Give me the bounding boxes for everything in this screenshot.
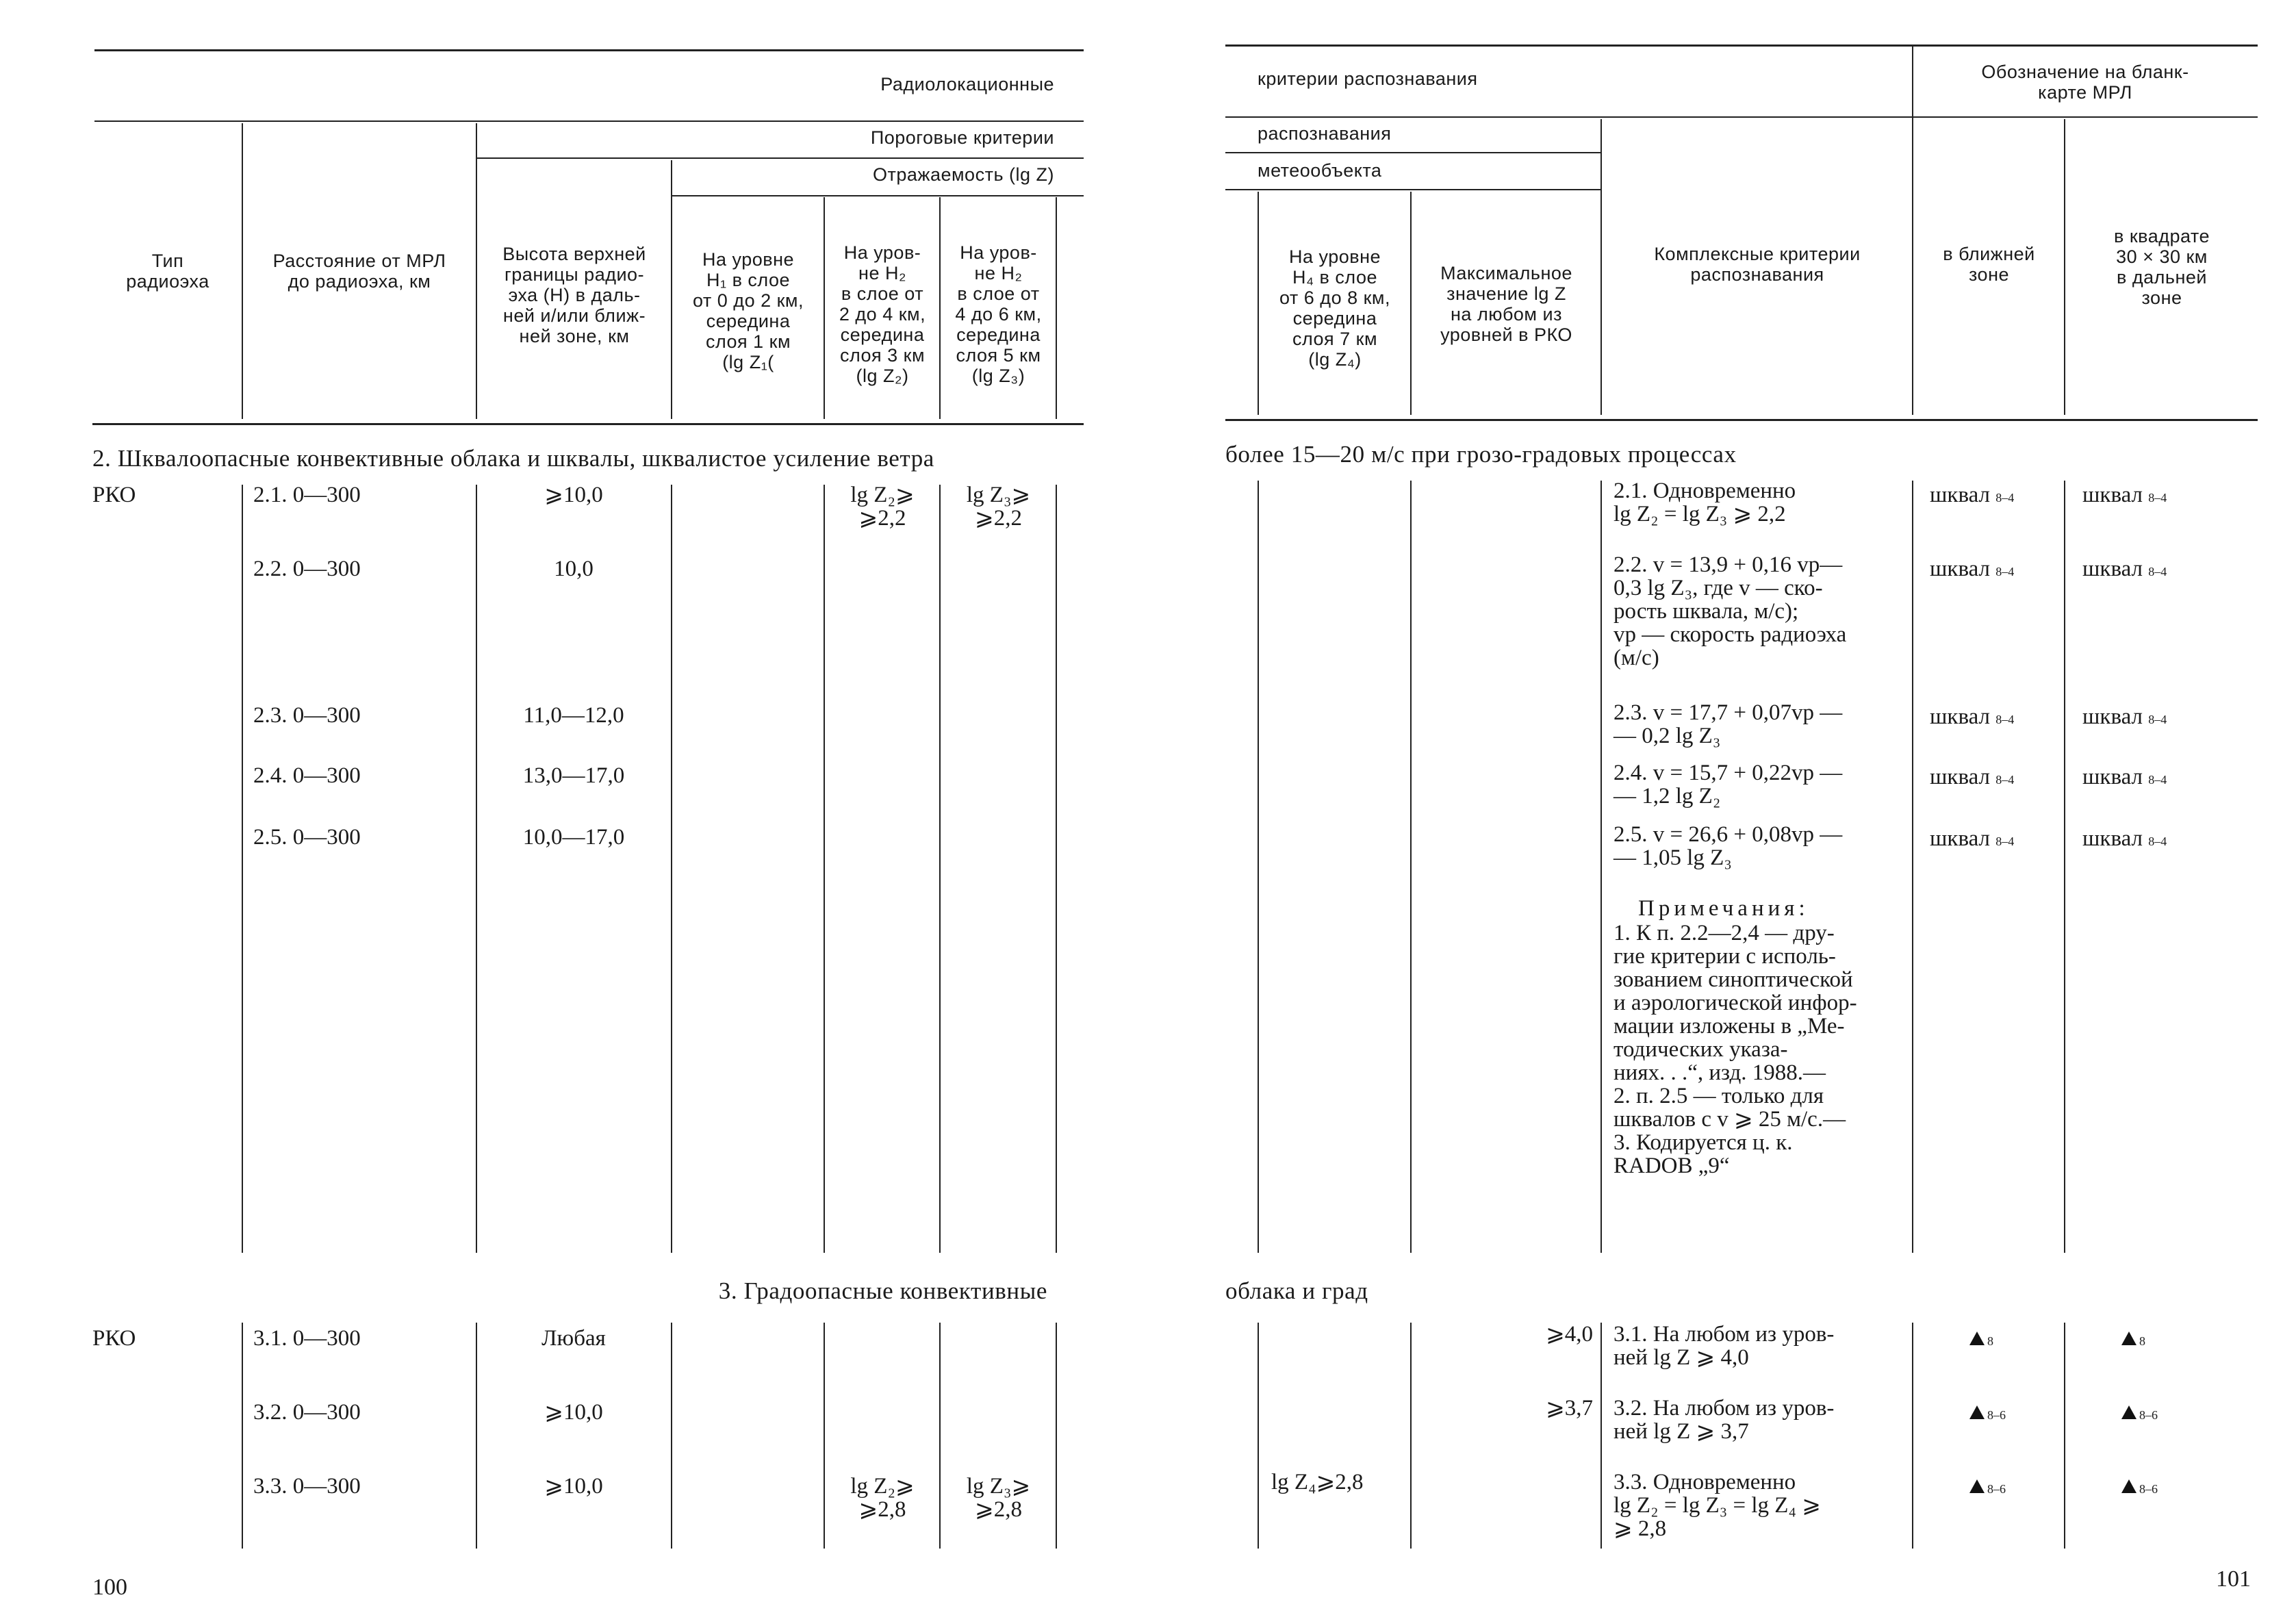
- hdr-v1: [242, 123, 243, 419]
- s3-r-v1: [1258, 1323, 1259, 1549]
- squall-index: 8–4: [1995, 565, 2015, 578]
- s2-row5-height: 10,0—17,0: [522, 825, 625, 850]
- squall-index: 8–4: [1995, 835, 2015, 848]
- s3-row1-far: [2121, 1327, 2145, 1353]
- col-type-header: Тип радиоэха: [126, 251, 209, 292]
- squall-index: 8–4: [2148, 835, 2167, 848]
- hail-index: 8: [2139, 1334, 2145, 1348]
- squall-label: шквал: [1930, 704, 1990, 729]
- s2-row4-distance: 2.4. 0—300: [253, 763, 361, 788]
- hdr-r-v3: [1600, 119, 1602, 415]
- col-mark-title: Обозначение на бланк- карте МРЛ: [1981, 62, 2189, 103]
- s3-type: РКО: [92, 1326, 136, 1351]
- hail-triangle-icon: [1969, 1405, 1985, 1419]
- col-h4-header: На уровне H₄ в слое от 6 до 8 км, середина слоя 7 км (lg Z₄): [1279, 246, 1390, 370]
- section3-title: 3. Градоопасные конвективные: [718, 1277, 1047, 1304]
- hdr-v3: [671, 160, 672, 419]
- s3-v3: [671, 1323, 672, 1549]
- s3-row1-height: Любая: [541, 1326, 606, 1351]
- s2-v6: [1056, 485, 1057, 1253]
- s3-v4: [824, 1323, 825, 1549]
- s3-row3-far: [2121, 1475, 2158, 1501]
- s2-row4-far: [2082, 765, 2167, 791]
- s2-row5-distance: 2.5. 0—300: [253, 825, 361, 850]
- squall-index: 8–4: [1995, 491, 2015, 505]
- squall-label: шквал: [2082, 704, 2143, 729]
- squall-label: шквал: [1930, 483, 1990, 507]
- s2-row2-complex: 2.2. v = 13,9 + 0,16 vр— 0,3 lg Z₃, где v — ско- рость шквала, м/с); vр — скорость радиоэха (м/с): [1613, 552, 1847, 670]
- s3-row3-near: [1969, 1475, 2006, 1501]
- s3-v6: [1056, 1323, 1057, 1549]
- squall-label: шквал: [1930, 557, 1990, 581]
- hail-index: 8: [1987, 1334, 1993, 1348]
- col-h3-header: На уров- не H₂ в слое от 4 до 6 км, середина слоя 5 км (lg Z₃): [955, 242, 1042, 386]
- s2-row5-near: [1930, 827, 2014, 853]
- squall-index: 8–4: [2148, 491, 2167, 505]
- squall-index: 8–4: [2148, 773, 2167, 787]
- s3-row2-height: ⩾10,0: [544, 1400, 603, 1425]
- hdr-r-v5: [2064, 119, 2065, 415]
- s3-r-v4: [1912, 1323, 1913, 1549]
- s3-row3-z3: lg Z₃⩾ ⩾2,8: [966, 1474, 1031, 1522]
- hdr-r-v2: [1410, 192, 1412, 415]
- s3-row2-far: [2121, 1401, 2158, 1427]
- notes-title: Примечания:: [1638, 896, 1809, 921]
- s2-row1-height: ⩾10,0: [544, 483, 603, 507]
- recognition-label: распознавания: [1258, 123, 1392, 144]
- recognition-rule: [1225, 152, 1600, 153]
- s2-r-v2: [1410, 481, 1412, 1253]
- s2-row3-height: 11,0—12,0: [523, 703, 624, 728]
- hail-triangle-icon: [2121, 1332, 2136, 1345]
- s2-v1: [242, 485, 243, 1253]
- hdr-v5: [939, 197, 941, 419]
- s2-v4: [824, 485, 825, 1253]
- hail-triangle-icon: [1969, 1479, 1985, 1493]
- group-rule: [94, 120, 1084, 122]
- section3-title-cont: облака и град: [1225, 1277, 1368, 1304]
- hail-triangle-icon: [1969, 1332, 1985, 1345]
- s2-r-v5: [2064, 481, 2065, 1253]
- s3-row1-complex: 3.1. На любом из уров- ней lg Z ⩾ 4,0: [1613, 1322, 1835, 1370]
- hdr-r-v1: [1258, 192, 1259, 415]
- squall-index: 8–4: [1995, 773, 2015, 787]
- s3-row3-distance: 3.3. 0—300: [253, 1474, 361, 1499]
- s3-v1: [242, 1323, 243, 1549]
- squall-index: 8–4: [1995, 713, 2015, 726]
- s2-row2-far: [2082, 557, 2167, 583]
- s2-row1-z2: lg Z₂⩾ ⩾2,2: [850, 483, 915, 531]
- hail-index: 8–6: [2139, 1482, 2158, 1496]
- section2-title-cont: более 15—20 м/с при грозо-градовых процессах: [1225, 441, 1737, 468]
- squall-label: шквал: [2082, 826, 2143, 851]
- table-top-rule: [94, 49, 1084, 51]
- s3-v5: [939, 1323, 941, 1549]
- s3-row3-h4: lg Z₄⩾2,8: [1271, 1470, 1364, 1494]
- s2-row3-far: [2082, 705, 2167, 731]
- col-distance-header: Расстояние от МРЛ до радиоэха, км: [272, 251, 446, 292]
- squall-label: шквал: [2082, 557, 2143, 581]
- s3-row2-distance: 3.2. 0—300: [253, 1400, 361, 1425]
- s3-row2-max: ⩾3,7: [1546, 1396, 1593, 1421]
- s2-v2: [476, 485, 477, 1253]
- meteo-rule: [1225, 189, 1600, 190]
- section2-title: 2. Шквалоопасные конвективные облака и шквалы, шквалистое усиление ветра: [92, 445, 934, 472]
- reflectivity-title: Отражаемость (lg Z): [873, 164, 1054, 185]
- s2-row3-complex: 2.3. v = 17,7 + 0,07vр — — 0,2 lg Z₃: [1613, 700, 1843, 748]
- s2-row5-far: [2082, 827, 2167, 853]
- hail-index: 8–6: [2139, 1408, 2158, 1422]
- hdr-v2: [476, 123, 477, 419]
- right-page: [1148, 0, 2296, 1617]
- hdr-v6: [1056, 197, 1057, 419]
- col-h1-header: На уровне H₁ в слое от 0 до 2 км, середина слоя 1 км (lg Z₁(: [693, 249, 804, 372]
- s3-row1-distance: 3.1. 0—300: [253, 1326, 361, 1351]
- s2-row2-near: [1930, 557, 2014, 583]
- s3-r-v5: [2064, 1323, 2065, 1549]
- col-max-header: Максимальное значение lg Z на любом из уровней в РКО: [1440, 263, 1572, 345]
- s2-r-v1: [1258, 481, 1259, 1253]
- s2-row1-complex: 2.1. Одновременно lg Z₂ = lg Z₃ ⩾ 2,2: [1613, 479, 1796, 526]
- threshold-title: Пороговые критерии: [870, 127, 1054, 148]
- s2-v5: [939, 485, 941, 1253]
- s3-row2-near: [1969, 1401, 2006, 1427]
- s2-row4-complex: 2.4. v = 15,7 + 0,22vр — — 1,2 lg Z₂: [1613, 761, 1843, 808]
- s3-row3-complex: 3.3. Одновременно lg Z₂ = lg Z₃ = lg Z₄ ⩾ ⩾ 2,8: [1613, 1470, 1821, 1541]
- col-height-header: Высота верхней границы радио- эха (H) в даль- ней и/или ближ- ней зоне, км: [502, 244, 646, 346]
- threshold-rule: [477, 157, 1084, 159]
- hail-triangle-icon: [2121, 1405, 2136, 1419]
- s2-r-v3: [1600, 481, 1602, 1253]
- group-title: Радиолокационные: [880, 74, 1054, 94]
- page-number-right: 101: [2216, 1566, 2251, 1592]
- header-bottom-rule: [92, 423, 1084, 425]
- s2-row2-height: 10,0: [554, 557, 594, 581]
- s2-row3-distance: 2.3. 0—300: [253, 703, 361, 728]
- squall-label: шквал: [1930, 765, 1990, 789]
- s3-r-v3: [1600, 1323, 1602, 1549]
- s2-row4-near: [1930, 765, 2014, 791]
- squall-label: шквал: [2082, 483, 2143, 507]
- s2-row4-height: 13,0—17,0: [522, 763, 625, 788]
- squall-index: 8–4: [2148, 565, 2167, 578]
- s3-row3-height: ⩾10,0: [544, 1474, 603, 1499]
- squall-label: шквал: [2082, 765, 2143, 789]
- table-top-rule-right: [1225, 44, 2258, 47]
- s3-v2: [476, 1323, 477, 1549]
- s2-r-v4: [1912, 481, 1913, 1253]
- s2-row3-near: [1930, 705, 2014, 731]
- s2-row1-near: [1930, 483, 2014, 509]
- col-near-header: в ближней зоне: [1943, 244, 2035, 285]
- col-complex-header: Комплексные критерии распознавания: [1654, 244, 1861, 285]
- s3-row1-max: ⩾4,0: [1546, 1322, 1593, 1347]
- s2-row2-distance: 2.2. 0—300: [253, 557, 361, 581]
- col-h2-header: На уров- не H₂ в слое от 2 до 4 км, середина слоя 3 км (lg Z₂): [839, 242, 926, 386]
- squall-label: шквал: [1930, 826, 1990, 851]
- hdr-r-v4: [1912, 47, 1913, 415]
- s2-row5-complex: 2.5. v = 26,6 + 0,08vр — — 1,05 lg Z₃: [1613, 822, 1843, 870]
- col-far-header: в квадрате 30 × 30 км в дальней зоне: [2114, 226, 2210, 308]
- hail-index: 8–6: [1987, 1408, 2006, 1422]
- hdr-v4: [824, 197, 825, 419]
- group-title-right: критерии распознавания: [1258, 68, 1478, 89]
- reflectivity-rule: [671, 195, 1084, 196]
- s2-v3: [671, 485, 672, 1253]
- hail-index: 8–6: [1987, 1482, 2006, 1496]
- header-bottom-rule-right: [1225, 419, 2258, 421]
- s2-row1-z3: lg Z₃⩾ ⩾2,2: [966, 483, 1031, 531]
- s3-row1-near: [1969, 1327, 1993, 1353]
- notes-body: 1. К п. 2.2—2,4 — дру- гие критерии с исполь- зованием синоптической и аэрологической инфор- мации изложены в „Ме- тодических указа- ниях. . .“, изд. 1988.— 2. п. 2.5 — только для шквалов с v ⩾ 25 м/с.— 3. Кодируется ц. к. RADOB „9“: [1613, 921, 1857, 1178]
- s3-row2-complex: 3.2. На любом из уров- ней lg Z ⩾ 3,7: [1613, 1396, 1835, 1444]
- s2-type: РКО: [92, 483, 136, 507]
- s2-row1-far: [2082, 483, 2167, 509]
- meteo-object-label: метеообъекта: [1258, 160, 1382, 181]
- mark-title-rule: [1912, 116, 2258, 118]
- s3-r-v2: [1410, 1323, 1412, 1549]
- hail-triangle-icon: [2121, 1479, 2136, 1493]
- s3-row3-z2: lg Z₂⩾ ⩾2,8: [850, 1474, 915, 1522]
- page-number-left: 100: [92, 1575, 127, 1600]
- s2-row1-distance: 2.1. 0—300: [253, 483, 361, 507]
- squall-index: 8–4: [2148, 713, 2167, 726]
